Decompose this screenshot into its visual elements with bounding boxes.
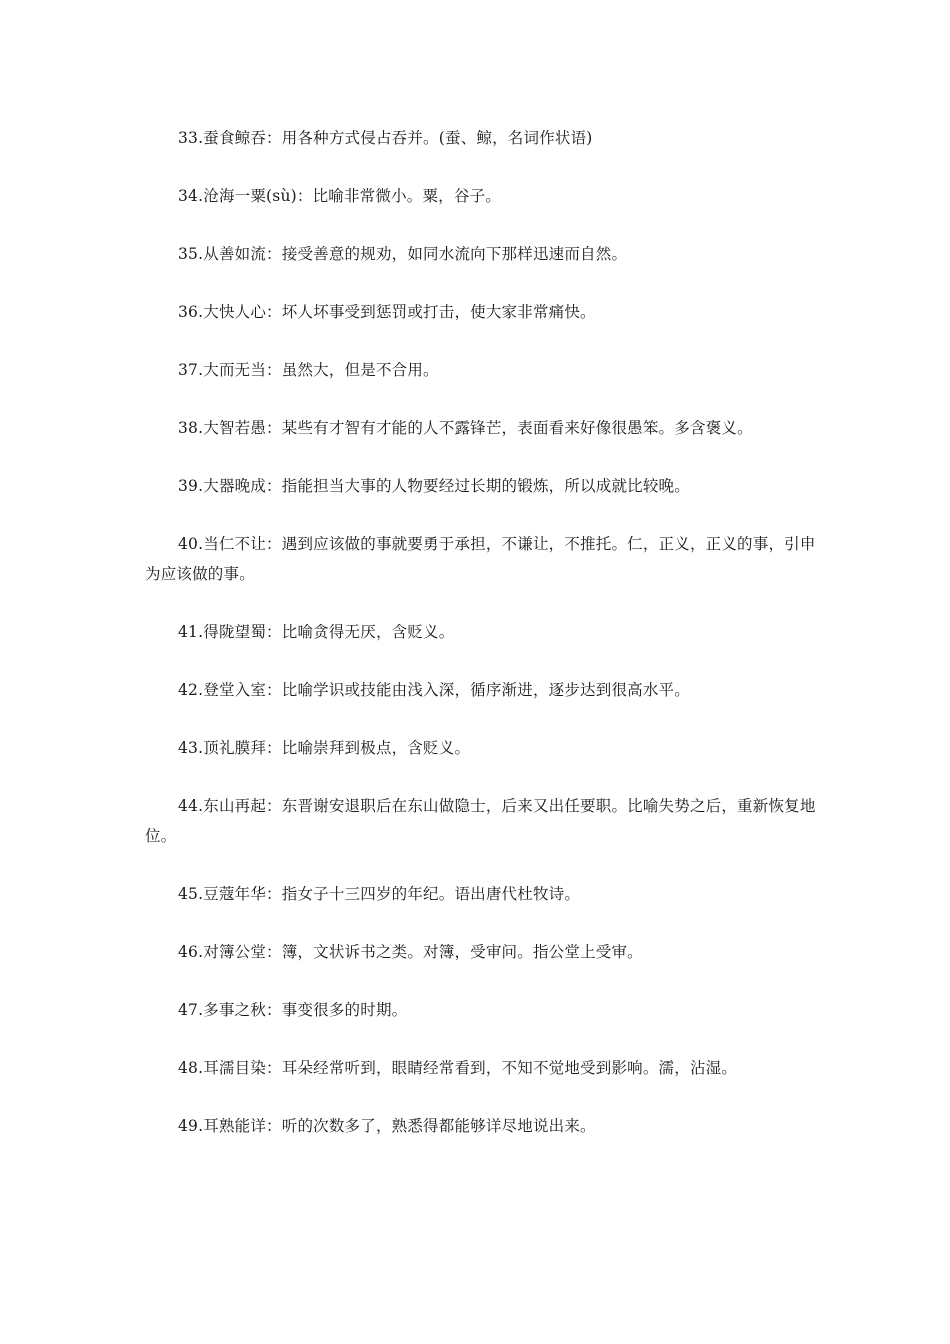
idiom-entry-49: 49.耳熟能详：听的次数多了，熟悉得都能够详尽地说出来。: [178, 1117, 596, 1135]
idiom-entry-48: 48.耳濡目染：耳朵经常听到，眼睛经常看到，不知不觉地受到影响。濡，沾湿。: [178, 1059, 738, 1077]
idiom-entry-38: 38.大智若愚：某些有才智有才能的人不露锋芒，表面看来好像很愚笨。多含褒义。: [178, 419, 753, 437]
idiom-entry-43: 43.顶礼膜拜：比喻崇拜到极点，含贬义。: [178, 739, 471, 757]
idiom-entry-47: 47.多事之秋：事变很多的时期。: [178, 1001, 408, 1019]
idiom-entry-36: 36.大快人心：坏人坏事受到惩罚或打击，使大家非常痛快。: [178, 303, 596, 321]
idiom-entry-42: 42.登堂入室：比喻学识或技能由浅入深，循序渐进，逐步达到很高水平。: [178, 681, 690, 699]
idiom-entry-34: 34.沧海一粟(sù)：比喻非常微小。粟，谷子。: [178, 187, 501, 205]
idiom-entry-40: 40.当仁不让：遇到应该做的事就要勇于承担，不谦让，不推托。仁，正义，正义的事，引申为应该做的事。: [145, 535, 816, 583]
idiom-entry-45: 45.豆蔻年华：指女子十三四岁的年纪。语出唐代杜牧诗。: [178, 885, 581, 903]
idiom-entry-37: 37.大而无当：虽然大，但是不合用。: [178, 361, 439, 379]
idiom-entry-44: 44.东山再起：东晋谢安退职后在东山做隐士，后来又出任要职。比喻失势之后，重新恢复地位。: [145, 797, 816, 845]
idiom-entry-39: 39.大器晚成：指能担当大事的人物要经过长期的锻炼，所以成就比较晚。: [178, 477, 690, 495]
idiom-entry-41: 41.得陇望蜀：比喻贪得无厌，含贬义。: [178, 623, 455, 641]
idiom-list: [145, 123, 825, 1169]
idiom-entry-46: 46.对簿公堂：簿，文状诉书之类。对簿，受审问。指公堂上受审。: [178, 943, 643, 961]
idiom-entry-35: 35.从善如流：接受善意的规劝，如同水流向下那样迅速而自然。: [178, 245, 628, 263]
idiom-entry-33: 33.蚕食鲸吞：用各种方式侵占吞并。(蚕、鲸，名词作状语): [178, 129, 593, 147]
